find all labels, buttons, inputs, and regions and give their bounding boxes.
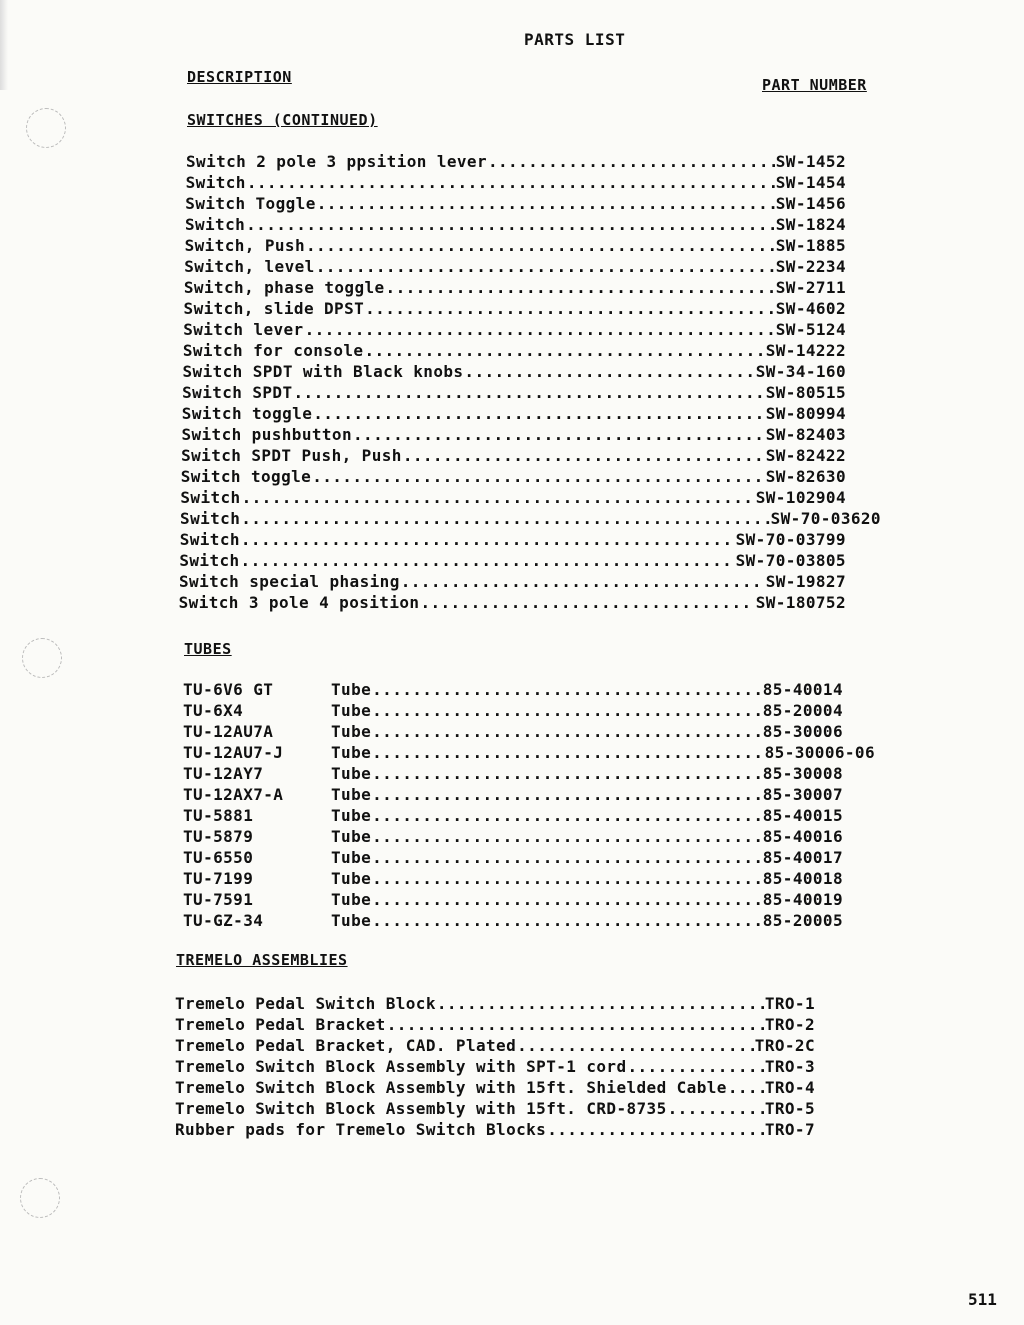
tube-row bbox=[183, 701, 843, 722]
leader-dots bbox=[488, 152, 775, 171]
part-number: SW-14222 bbox=[765, 341, 846, 360]
parts-row bbox=[185, 194, 846, 215]
leader-dots bbox=[305, 320, 775, 339]
parts-row bbox=[183, 341, 846, 362]
tube-row bbox=[183, 785, 843, 806]
tube-code: TU-6X4 bbox=[183, 701, 244, 720]
page-number: 511 bbox=[968, 1290, 997, 1309]
leader-dots bbox=[246, 215, 775, 234]
tube-row bbox=[183, 827, 843, 848]
part-number: SW-102904 bbox=[755, 488, 846, 507]
part-description: Switch SPDT Push, Push bbox=[181, 446, 402, 465]
part-description: Switch special phasing bbox=[179, 572, 400, 591]
parts-row bbox=[180, 530, 846, 551]
leader-dots bbox=[372, 806, 762, 825]
parts-row bbox=[175, 994, 815, 1015]
part-description: Tube bbox=[331, 911, 372, 930]
part-number: SW-34-160 bbox=[755, 362, 846, 381]
part-description: Tube bbox=[331, 806, 372, 825]
part-number: SW-70-03799 bbox=[735, 530, 846, 549]
part-description: Tube bbox=[331, 869, 372, 888]
leader-dots bbox=[547, 1120, 764, 1139]
part-description: Tremelo Pedal Bracket, CAD. Plated bbox=[175, 1036, 517, 1055]
parts-row bbox=[183, 320, 846, 341]
parts-row bbox=[183, 362, 847, 383]
leader-dots bbox=[464, 362, 754, 381]
parts-row bbox=[186, 173, 846, 194]
leader-dots bbox=[517, 1036, 754, 1055]
tube-row bbox=[183, 869, 843, 890]
tube-code: TU-7591 bbox=[183, 890, 254, 909]
part-description: Switch Toggle bbox=[185, 194, 316, 213]
part-number: 85-40014 bbox=[762, 680, 843, 699]
part-number: SW-1885 bbox=[775, 236, 846, 255]
part-number: SW-70-03620 bbox=[770, 509, 881, 528]
leader-dots bbox=[420, 593, 754, 612]
tubes-section-heading: TUBES bbox=[184, 640, 232, 658]
part-description: Tube bbox=[331, 743, 372, 762]
parts-row bbox=[181, 446, 846, 467]
part-number: TRO-1 bbox=[764, 994, 815, 1013]
leader-dots bbox=[312, 467, 765, 486]
page-title: PARTS LIST bbox=[524, 30, 626, 49]
parts-row bbox=[184, 299, 846, 320]
part-number: 85-20004 bbox=[762, 701, 843, 720]
tube-code: TU-5879 bbox=[183, 827, 254, 846]
leader-dots bbox=[437, 994, 764, 1013]
leader-dots bbox=[372, 827, 762, 846]
part-number: TRO-3 bbox=[764, 1057, 815, 1076]
part-description: Switch for console bbox=[182, 341, 364, 360]
part-description: Switch, phase toggle bbox=[183, 278, 385, 297]
part-description: Switch toggle bbox=[180, 467, 312, 486]
parts-row bbox=[175, 1036, 815, 1057]
parts-row bbox=[179, 572, 846, 593]
part-number: 85-40015 bbox=[762, 806, 843, 825]
leader-dots bbox=[372, 869, 762, 888]
switches-section-heading: SWITCHES (CONTINUED) bbox=[187, 111, 378, 129]
tube-row bbox=[183, 743, 875, 764]
part-number: SW-4602 bbox=[775, 299, 846, 318]
leader-dots bbox=[627, 1057, 763, 1076]
description-column-header: DESCRIPTION bbox=[187, 68, 292, 86]
part-number: SW-5124 bbox=[775, 320, 846, 339]
part-description: Switch pushbutton bbox=[181, 425, 352, 444]
parts-row bbox=[175, 1120, 815, 1141]
leader-dots bbox=[728, 1078, 764, 1097]
part-description: Switch, level bbox=[184, 257, 315, 276]
part-number: SW-70-03805 bbox=[735, 551, 846, 570]
part-description: Tremelo Switch Block Assembly with SPT-1 cord bbox=[175, 1057, 627, 1076]
part-description: Switch SPDT with Black knobs bbox=[182, 362, 464, 381]
part-description: Tube bbox=[331, 722, 372, 741]
part-description: Switch 3 pole 4 position bbox=[178, 593, 420, 612]
part-description: Tube bbox=[331, 764, 372, 783]
parts-row bbox=[180, 509, 881, 530]
part-number: SW-82630 bbox=[765, 467, 846, 486]
leader-dots bbox=[306, 236, 775, 255]
parts-row bbox=[185, 236, 846, 257]
part-description: Tube bbox=[331, 785, 372, 804]
tube-row bbox=[183, 722, 843, 743]
leader-dots bbox=[372, 701, 762, 720]
leader-dots bbox=[372, 680, 762, 699]
leader-dots bbox=[372, 848, 762, 867]
tube-code: TU-12AU7-J bbox=[183, 743, 284, 762]
leader-dots bbox=[387, 1015, 764, 1034]
part-description: Tremelo Pedal Bracket bbox=[175, 1015, 386, 1034]
tube-row bbox=[183, 911, 843, 932]
part-description: Switch bbox=[180, 509, 241, 528]
tube-row bbox=[183, 680, 843, 701]
leader-dots bbox=[247, 173, 775, 192]
part-number: SW-1452 bbox=[775, 152, 846, 171]
tube-row bbox=[183, 848, 843, 869]
part-description: Tube bbox=[331, 890, 372, 909]
part-description: Switch bbox=[179, 551, 240, 570]
parts-row bbox=[179, 551, 846, 572]
leader-dots bbox=[403, 446, 765, 465]
part-description: Switch bbox=[180, 488, 241, 507]
leader-dots bbox=[365, 299, 775, 318]
tube-code: TU-12AY7 bbox=[183, 764, 264, 783]
tube-row bbox=[183, 806, 843, 827]
part-number: SW-82422 bbox=[765, 446, 846, 465]
part-description: Switch, Push bbox=[184, 236, 305, 255]
leader-dots bbox=[313, 404, 764, 423]
part-number: 85-30006 bbox=[762, 722, 843, 741]
parts-row bbox=[175, 1057, 815, 1078]
leader-dots bbox=[372, 785, 762, 804]
parts-row bbox=[175, 1078, 815, 1099]
parts-row bbox=[175, 1015, 815, 1036]
part-number: SW-180752 bbox=[755, 593, 846, 612]
leader-dots bbox=[386, 278, 775, 297]
part-description: Switch, slide DPST bbox=[183, 299, 365, 318]
part-number: SW-2234 bbox=[775, 257, 846, 276]
tube-code: TU-GZ-34 bbox=[183, 911, 264, 930]
part-number: SW-82403 bbox=[765, 425, 846, 444]
leader-dots bbox=[353, 425, 765, 444]
part-description: Switch lever bbox=[183, 320, 304, 339]
tube-code: TU-6550 bbox=[183, 848, 254, 867]
leader-dots bbox=[294, 383, 765, 402]
parts-row bbox=[184, 278, 846, 299]
parts-row bbox=[182, 404, 846, 425]
part-description: Tremelo Switch Block Assembly with 15ft. CRD-8735 bbox=[175, 1099, 667, 1118]
parts-row bbox=[182, 383, 846, 404]
leader-dots bbox=[372, 743, 763, 762]
part-number: 85-20005 bbox=[762, 911, 843, 930]
leader-dots bbox=[668, 1099, 764, 1118]
part-number: SW-1824 bbox=[775, 215, 846, 234]
binder-hole-bottom bbox=[20, 1178, 60, 1218]
part-number: TRO-2 bbox=[764, 1015, 815, 1034]
parts-row bbox=[186, 152, 846, 173]
leader-dots bbox=[241, 509, 769, 528]
part-description: Tube bbox=[331, 680, 372, 699]
part-number: 85-40016 bbox=[762, 827, 843, 846]
part-number: TRO-2C bbox=[754, 1036, 815, 1055]
leader-dots bbox=[242, 488, 755, 507]
part-number-column-header: PART NUMBER bbox=[762, 76, 867, 94]
part-number: SW-19827 bbox=[765, 572, 846, 591]
part-description: Rubber pads for Tremelo Switch Blocks bbox=[175, 1120, 547, 1139]
leader-dots bbox=[372, 911, 762, 930]
leader-dots bbox=[241, 551, 735, 570]
part-description: Switch bbox=[184, 215, 246, 234]
tube-code: TU-7199 bbox=[183, 869, 254, 888]
part-number: TRO-5 bbox=[764, 1099, 815, 1118]
leader-dots bbox=[372, 890, 762, 909]
tremelo-section-heading: TREMELO ASSEMBLIES bbox=[176, 951, 348, 969]
scan-edge-shadow bbox=[0, 0, 8, 90]
tube-code: TU-12AX7-A bbox=[183, 785, 284, 804]
leader-dots bbox=[372, 722, 762, 741]
leader-dots bbox=[241, 530, 735, 549]
tube-row bbox=[183, 764, 843, 785]
part-description: Tube bbox=[331, 848, 372, 867]
part-number: 85-40017 bbox=[762, 848, 843, 867]
part-number: SW-80994 bbox=[765, 404, 846, 423]
part-description: Switch bbox=[179, 530, 240, 549]
part-number: 85-40018 bbox=[762, 869, 843, 888]
parts-row bbox=[181, 425, 846, 446]
leader-dots bbox=[316, 257, 775, 276]
leader-dots bbox=[317, 194, 775, 213]
part-number: TRO-7 bbox=[764, 1120, 815, 1139]
tube-code: TU-6V6 GT bbox=[183, 680, 274, 699]
parts-row bbox=[180, 488, 846, 509]
tube-code: TU-12AU7A bbox=[183, 722, 274, 741]
parts-row bbox=[181, 467, 846, 488]
part-number: SW-2711 bbox=[775, 278, 846, 297]
parts-row bbox=[185, 215, 846, 236]
part-number: SW-1454 bbox=[775, 173, 846, 192]
tube-row bbox=[183, 890, 843, 911]
part-description: Tube bbox=[331, 701, 372, 720]
parts-row bbox=[175, 1099, 815, 1120]
part-description: Switch 2 pole 3 ppsition lever bbox=[186, 152, 487, 171]
part-description: Tube bbox=[331, 827, 372, 846]
part-number: 85-30007 bbox=[762, 785, 843, 804]
part-number: SW-80515 bbox=[765, 383, 846, 402]
part-description: Switch toggle bbox=[181, 404, 313, 423]
part-description: Switch bbox=[185, 173, 246, 192]
binder-hole-middle bbox=[22, 638, 62, 678]
part-number: 85-30006-06 bbox=[764, 743, 875, 762]
part-description: Tremelo Switch Block Assembly with 15ft. Shielded Cable bbox=[175, 1078, 727, 1097]
part-description: Tremelo Pedal Switch Block bbox=[175, 994, 436, 1013]
part-number: SW-1456 bbox=[775, 194, 846, 213]
part-number: 85-40019 bbox=[762, 890, 843, 909]
leader-dots bbox=[364, 341, 764, 360]
binder-hole-top bbox=[26, 108, 66, 148]
parts-row bbox=[179, 593, 846, 614]
leader-dots bbox=[401, 572, 765, 591]
parts-row bbox=[184, 257, 846, 278]
part-number: 85-30008 bbox=[762, 764, 843, 783]
part-number: TRO-4 bbox=[764, 1078, 815, 1097]
leader-dots bbox=[372, 764, 762, 783]
part-description: Switch SPDT bbox=[182, 383, 293, 402]
tube-code: TU-5881 bbox=[183, 806, 254, 825]
